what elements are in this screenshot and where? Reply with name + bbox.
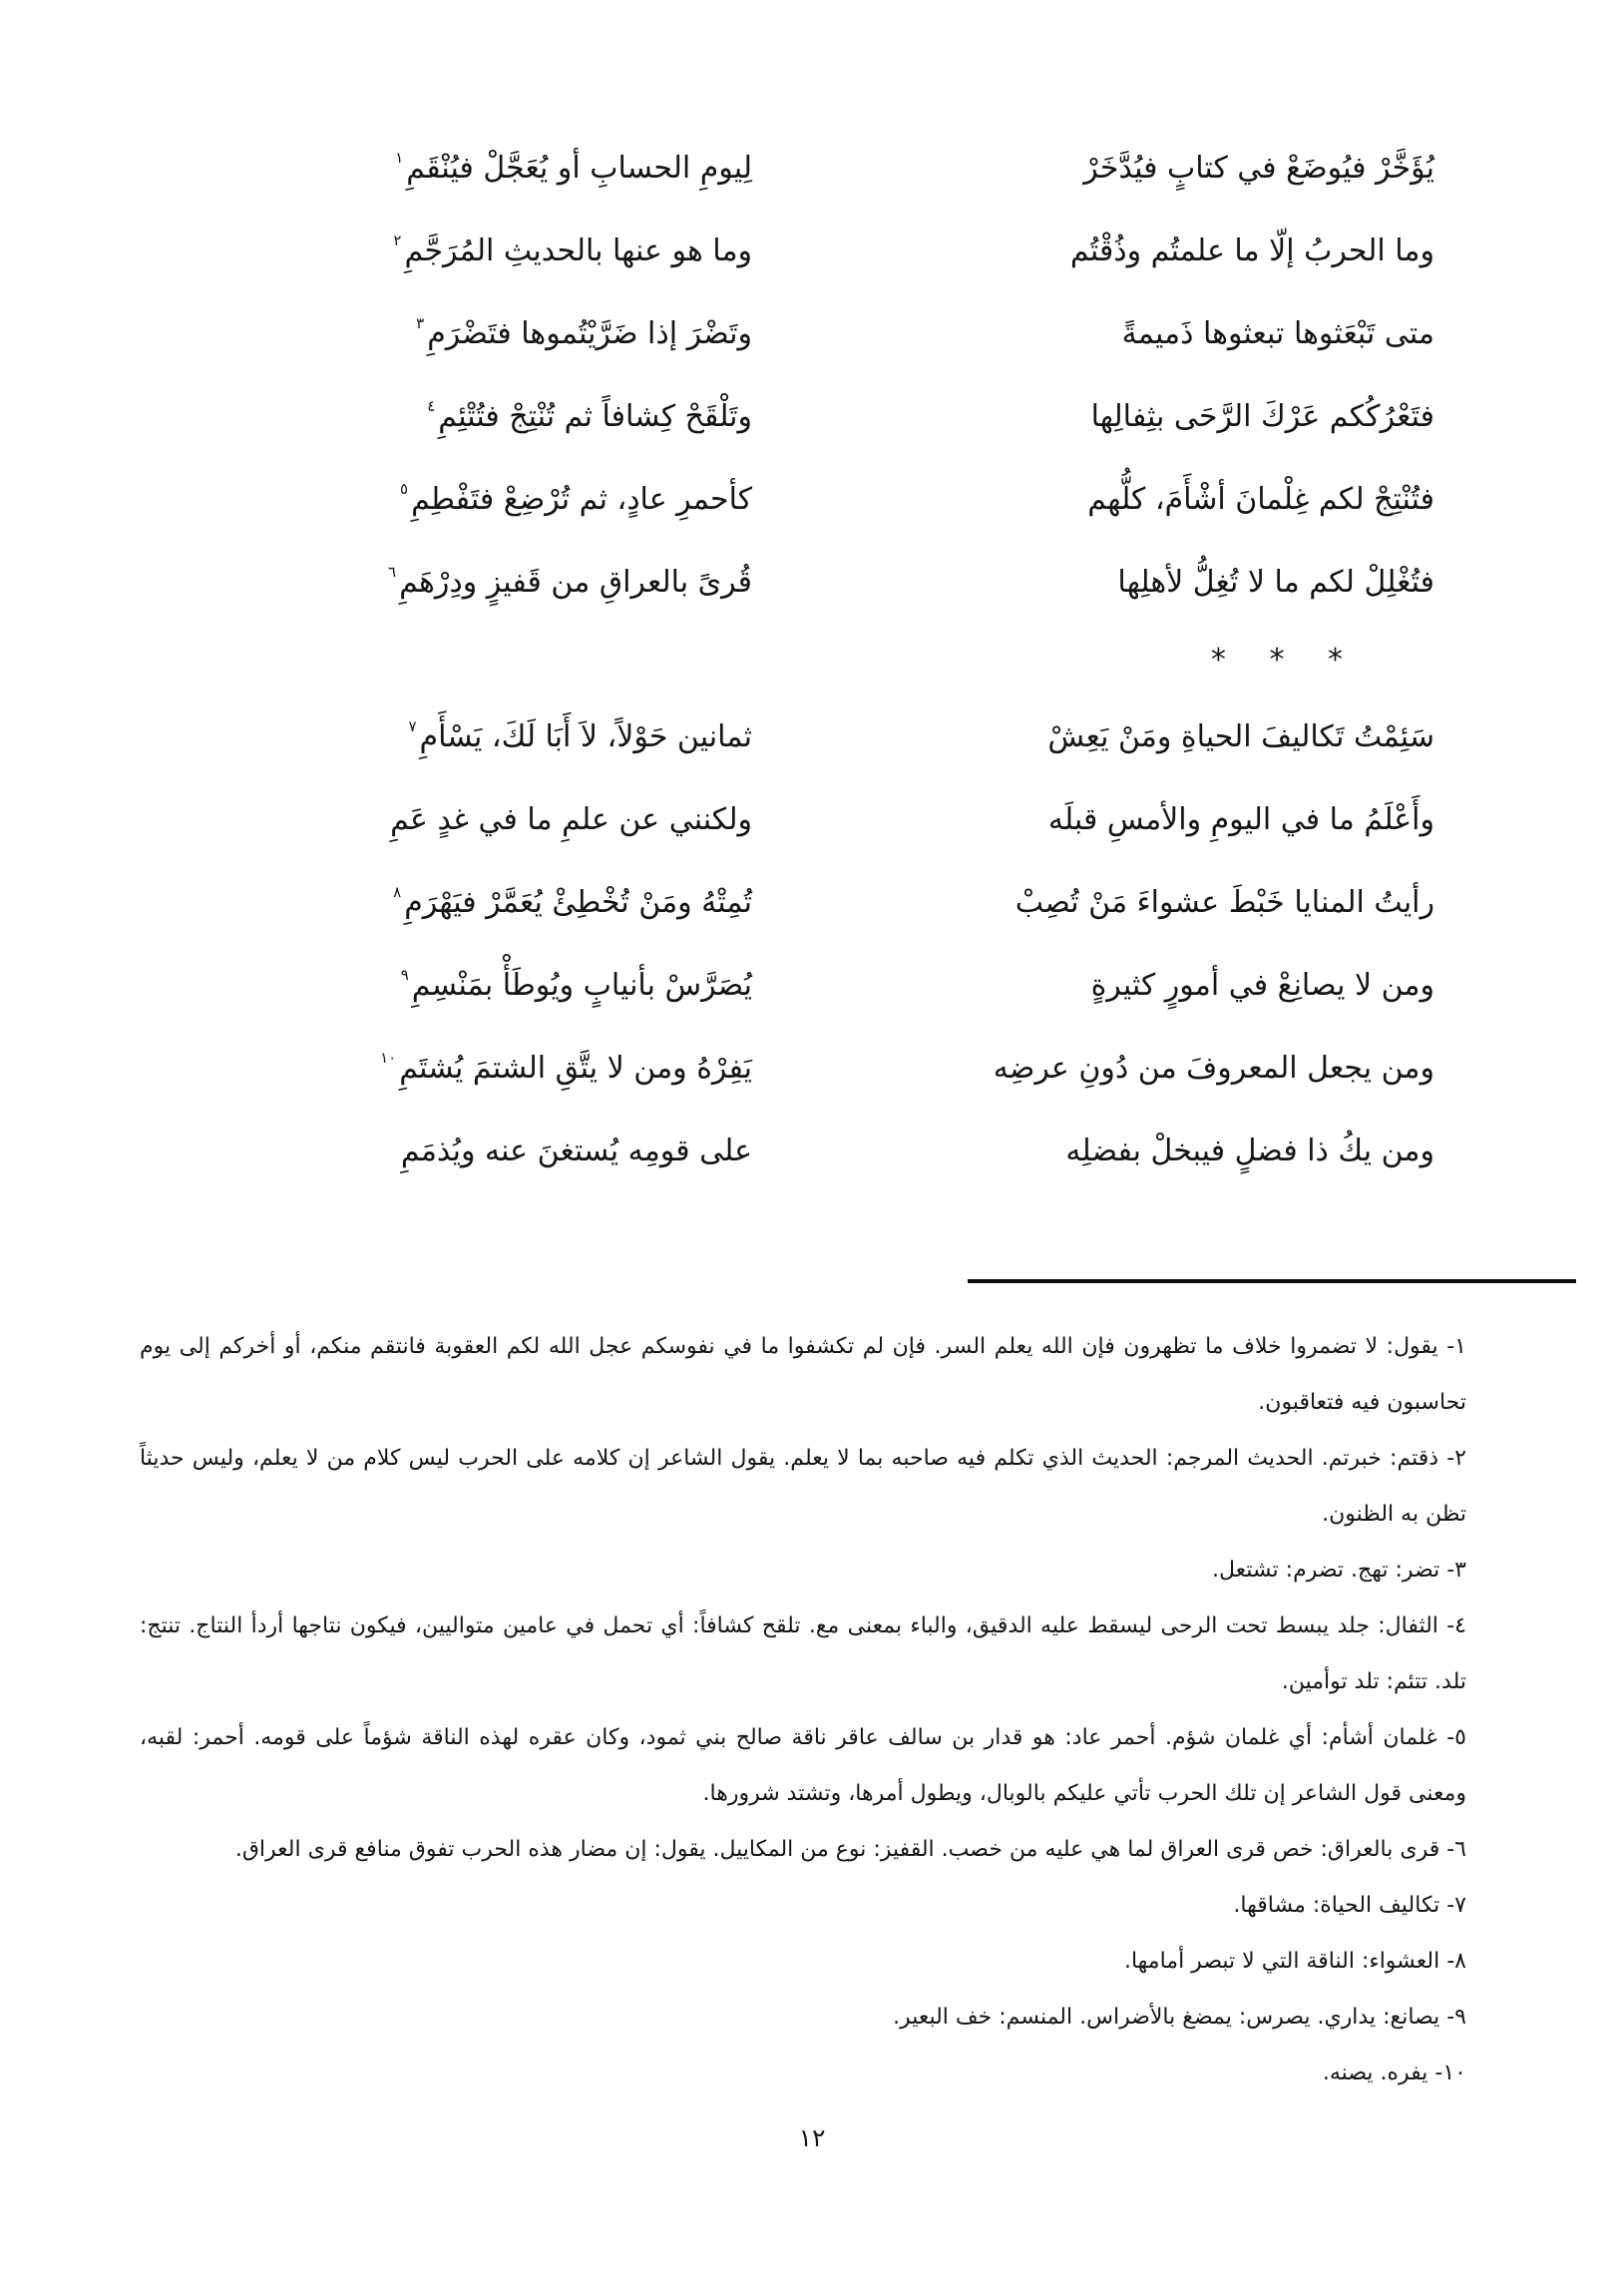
footnote-marker: ٨ [393,883,402,902]
footnote-item: ٤- الثفال: جلد يبسط تحت الرحى ليسقط عليه الدقيق، والباء بمعنى مع. تلقح كشافاً: أي تحمل في عامين متواليين، فيكون نتاجها أردأ النتاج. تنتج: تلد. تتئم: تلد توأمين. [140,1613,1466,1694]
verse-row [190,696,1434,779]
verse-row [190,945,1434,1028]
footnote-item: ٢- ذقتم: خبرتم. الحديث المرجم: الحديث الذي تكلم فيه صاحبه بما لا يعلم. يقول الشاعر إن كلامه على الحرب ليس كلام من لا يعلم، وليس حديثاً تظن به الظنون. [140,1446,1466,1527]
verse-sadr: وأَعْلَمُ ما في اليومِ والأمسِ قبلَه [1047,802,1434,838]
footnote-marker: ٥ [400,480,409,499]
verse-row [190,376,1434,459]
footnote-marker: ٩ [400,966,409,985]
footnote-item: ١٠- يفره. يصنه. [1322,2060,1466,2085]
footnote-marker: ٦ [388,563,397,582]
verse-sadr: فتَعْرُكُكم عَرْكَ الرَّحَى بثِفالِها [1090,399,1434,435]
verse-sadr: فتُغْلِلْ لكم ما لا تُغِلُّ لأهلِها [1117,565,1434,601]
footnote-item: ٣- تضر: تهج. تضرم: تشتعل. [1212,1558,1466,1583]
footnote-marker: ٣ [416,314,425,333]
verse-ajuz-text: قُرىً بالعراقِ من قَفيزٍ ودِرْهَمِ [399,565,752,601]
verse-ajuz [190,563,752,604]
verse-ajuz [190,800,752,841]
verse-ajuz [190,883,752,924]
verse-sadr: سَئِمْتُ تَكاليفَ الحياةِ ومَنْ يَعِشْ [1047,719,1434,755]
footnote-marker: ١ [395,149,404,168]
verse-row [190,542,1434,625]
verse-sadr: فتُنْتِجْ لكم غِلْمانَ أشْأَمَ، كلُّهم [1087,482,1434,518]
verse-row [190,1111,1434,1193]
footnote-item: ٥- غلمان أشأم: أي غلمان شؤم. أحمر عاد: هو قدار بن سالف عاقر ناقة صالح بني ثمود، وكان عقره لهذه الناقة شؤماً على قومه. أحمر: لقبه، ومعنى قول الشاعر إن تلك الحرب تأتي عليكم بالوبال، ويطول أمرها، وتشتد شرورها. [140,1725,1466,1806]
footnote-item: ١- يقول: لا تضمروا خلاف ما تظهرون فإن الله يعلم السر. فإن لم تكشفوا ما في نفوسكم عجل الله لكم العقوبة فانتقم منكم، أو أخركم إلى يوم تحاسبون فيه فتعاقبون. [140,1334,1466,1415]
verse-ajuz [190,1049,752,1090]
verse-row [190,211,1434,293]
verse-ajuz-text: وما هو عنها بالحديثِ المُرَجَّمِ [404,233,752,269]
verse-row [190,459,1434,542]
footnote-marker: ٤ [427,397,436,416]
verse-sadr: ومن يجعل المعروفَ من دُونِ عرضِه [993,1051,1434,1087]
footnote-item: ٩- يصانع: يداري. يصرس: يمضغ بالأضراس. المنسم: خف البعير. [893,2005,1466,2030]
verse-ajuz-text: على قومِه يُستغنَ عنه ويُذمَمِ [400,1134,752,1169]
verse-sadr: يُؤَخَّرْ فيُوضَعْ في كتابٍ فيُدَّخَرْ [1083,151,1434,187]
verse-ajuz [190,231,752,272]
verse-ajuz-text: ثمانين حَوْلاً، لاَ أَبَا لَكَ، يَسْأَمِ [419,719,752,755]
verse-ajuz [190,314,752,355]
verse-ajuz [190,397,752,438]
verse-sadr: رأيتُ المنايا خَبْطَ عشواءَ مَنْ تُصِبْ [1015,885,1434,921]
footnote-item: ٧- تكاليف الحياة: مشاقها. [1233,1893,1466,1918]
page-number: ١٢ [798,2123,826,2152]
footnote-marker: ١٠ [380,1049,397,1068]
verse-ajuz-text: لِيومِ الحسابِ أو يُعَجَّلْ فيُنْقَمِ [406,151,752,187]
verse-row [190,862,1434,945]
verse-sadr: ومن لا يصانِعْ في أمورٍ كثيرةٍ [1090,968,1434,1004]
verse-sadr: وما الحربُ إلّا ما علمتُم وذُقْتُم [1069,233,1434,269]
verse-row [190,128,1434,211]
footnote-item: ٨- العشواء: الناقة التي لا تبصر أمامها. [1123,1949,1466,1974]
verse-ajuz [190,480,752,521]
footnote-item: ٦- قرى بالعراق: خص قرى العراق لما هي عليه من خصب. القفيز: نوع من المكاييل. يقول: إن مضار هذه الحرب تفوق منافع قرى العراق. [234,1837,1466,1862]
verse-row [190,779,1434,862]
footnote-marker: ٢ [393,231,402,250]
verse-sadr: ومن يكُ ذا فضلٍ فيبخلْ بفضلِه [1065,1134,1434,1169]
verse-row [190,293,1434,376]
verse-sadr: متى تَبْعَثوها تبعثوها ذَميمةً [1121,316,1434,352]
footnote-marker: ٧ [408,717,417,736]
verse-ajuz-text: وتَضْرَ إذا ضَرَّيْتُموها فتَضْرَمِ [427,316,752,352]
verse-ajuz [190,966,752,1007]
verse-ajuz-text: يَفِرْهُ ومن لا يتَّقِ الشتمَ يُشتَمِ [399,1051,752,1087]
verse-ajuz-text: تُمِتْهُ ومَنْ تُخْطِئْ يُعَمَّرْ فيَهْرَمِ [404,885,752,921]
verse-ajuz [190,717,752,758]
verse-row [190,1028,1434,1111]
stars-separator: * * * [1210,643,1345,678]
verse-ajuz-text: كأحمرِ عادٍ، ثم تُرْضِعْ فتَفْطِمِ [411,482,752,518]
verse-ajuz [190,149,752,190]
verse-ajuz [190,1132,752,1172]
verse-ajuz-text: يُصَرَّسْ بأنيابٍ ويُوطَأْ بمَنْسِمِ [411,968,752,1004]
verse-ajuz-text: وتَلْقَحْ كِشافاً ثم تُنْتِجْ فتُتْئِمِ [438,399,752,435]
verse-ajuz-text: ولكنني عن علمِ ما في غدٍ عَمِ [390,802,752,838]
footnotes-section [0,1283,1624,2101]
